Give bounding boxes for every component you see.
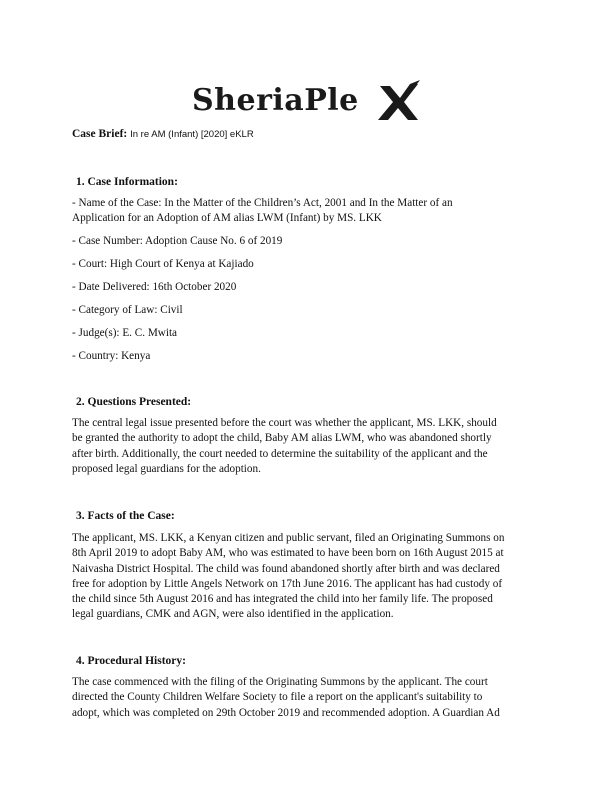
procedural-history-paragraph: [72, 675, 544, 721]
paragraph-line: The case commenced with the filing of the Originating Summons by the applicant. The court: [72, 676, 488, 688]
paragraph-line: free for adoption by Little Angels Network on 17th June 2016. The applicant has had custody of: [72, 577, 503, 590]
section-heading-questions-presented: 2. Questions Presented:: [76, 396, 192, 408]
paragraph-line: proposed legal guardians for the adoption.: [72, 462, 261, 475]
section-heading-case-information: 1. Case Information:: [76, 176, 178, 188]
case-brief-label: Case Brief:: [72, 128, 128, 140]
case-brief-value: In re AM (Infant) [2020] eKLR: [130, 129, 254, 140]
case-date-delivered: - Date Delivered: 16th October 2020: [72, 281, 237, 293]
facts-paragraph: [72, 531, 544, 623]
logo-x-mark-icon: [378, 80, 420, 120]
paragraph-line: The applicant, MS. LKK, a Kenyan citizen and public servant, filed an Originating Summons on: [72, 532, 505, 544]
case-brief-line: [72, 128, 254, 140]
case-number: - Case Number: Adoption Cause No. 6 of 2019: [72, 235, 283, 247]
section-heading-facts: 3. Facts of the Case:: [76, 510, 175, 522]
case-country: - Country: Kenya: [72, 350, 151, 362]
paragraph-line: directed the County Children Welfare Society to file a report on the applicant's suitability to: [72, 691, 483, 704]
paragraph-line: the child since 5th August 2016 and has integrated the child into her family life. The proposed: [72, 593, 493, 606]
paragraph-line: after birth. Additionally, the court needed to determine the suitability of the applicant and the: [72, 447, 488, 460]
case-judges: - Judge(s): E. C. Mwita: [72, 327, 178, 339]
sheriaplex-logo: [192, 74, 420, 124]
paragraph-line: be granted the authority to adopt the child, Baby AM alias LWM, who was abandoned shortly: [72, 432, 492, 445]
paragraph-line: The central legal issue presented before the court was whether the applicant, MS. LKK, should: [72, 417, 497, 429]
section-heading-procedural-history: 4. Procedural History:: [76, 655, 186, 667]
paragraph-line: Naivasha District Hospital. The child was found abandoned shortly after birth and was declared: [72, 562, 500, 575]
case-court: - Court: High Court of Kenya at Kajiado: [72, 258, 254, 270]
paragraph-line: adopt, which was completed on 29th October 2019 and recommended adoption. A Guardian Ad: [72, 706, 500, 719]
questions-presented-paragraph: [72, 416, 544, 477]
case-name-line-1: - Name of the Case: In the Matter of the Children’s Act, 2001 and In the Matter of an: [72, 197, 453, 209]
paragraph-line: legal guardians, CMK and AGN, were also identified in the application.: [72, 608, 394, 621]
case-category: - Category of Law: Civil: [72, 304, 183, 316]
case-name-line-2: Application for an Adoption of AM alias LWM (Infant) by MS. LKK: [72, 212, 382, 224]
logo-wordmark: SheriaPle: [192, 83, 359, 118]
paragraph-line: 8th April 2019 to adopt Baby AM, who was estimated to have been born on 16th August 2015 at: [72, 547, 504, 560]
